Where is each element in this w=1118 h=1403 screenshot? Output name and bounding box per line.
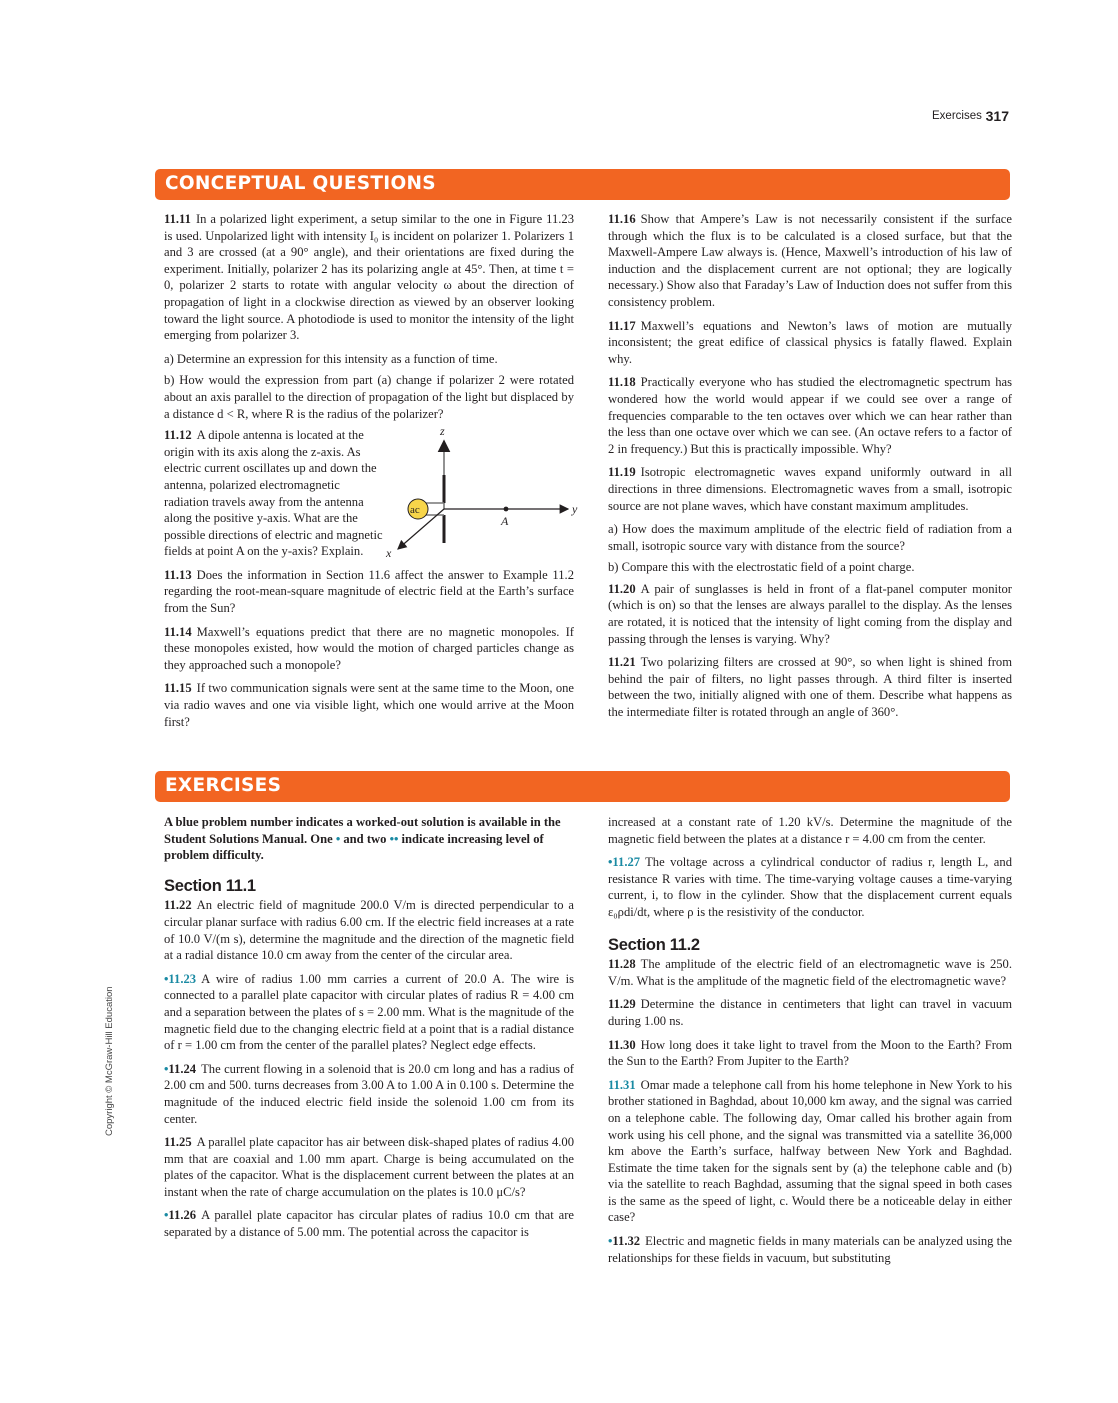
y-axis-label: y xyxy=(572,502,578,517)
dipole-antenna-figure xyxy=(386,423,580,573)
exercises-left-column xyxy=(164,814,574,1248)
problem-text: How long does it take light to travel from the Moon to the Earth? From the Sun to the Earth? From Jupiter to the Earth? xyxy=(608,1037,1012,1069)
problem-text: Show that Ampere’s Law is not necessarily consistent if the surface through which the flux is to be calculated is a closed surface, but that the Maxwell-Ampere Law always is. (Hence, Maxwell’s introduction of his law of induction and the displacement current are not optional; they are logically necessary.) Show also that Faraday’s Law of Induction does not suffer from this consistency problem. xyxy=(608,212,1012,309)
problem-11-22 xyxy=(164,897,574,963)
problem-text: Practically everyone who has studied the electromagnetic spectrum has wondered how the world would appear if we could see over a range of frequencies comparable to the ten octaves over which we can hear rather than the less than one octave over which we can see. (An octave refers to a factor of 2 in frequency.) But this is practically impossible. Why? xyxy=(608,375,1012,456)
problem-11-19-part-a: a) How does the maximum amplitude of the electric field of radiation from a small, isotropic source vary with distance from the source? xyxy=(608,522,1012,553)
problem-number: 11.25 xyxy=(164,1135,192,1150)
problem-11-15 xyxy=(164,680,574,730)
problem-number: 11.13 xyxy=(164,567,192,582)
problem-text: Two polarizing filters are crossed at 90°, so when light is shined from behind the pair of filters, no light passes through. A third filter is inserted between the two, initially aligned with one of them. Describe what happens as the intermediate filter is rotated through an angle of 360°. xyxy=(608,655,1012,720)
problem-number: 11.28 xyxy=(608,957,636,972)
intro-text: and two xyxy=(340,831,390,846)
problem-11-20 xyxy=(608,581,1012,647)
problem-11-21 xyxy=(608,654,1012,720)
problem-number: 11.11 xyxy=(164,212,191,226)
problem-text: Isotropic electromagnetic waves expand uniformly outward in all directions in three dimensions. Electromagnetic waves from a small, isotropic source are not plane waves, which have constant maximum amplitudes. xyxy=(608,465,1012,513)
ac-source-label: ac xyxy=(410,504,420,517)
conceptual-questions-title: CONCEPTUAL QUESTIONS xyxy=(165,173,436,194)
point-a-marker xyxy=(504,507,509,512)
problem-text: Maxwell’s equations predict that there are no magnetic monopoles. If these monopoles existed, how would the motion of charged particles change as they approached such a monopole? xyxy=(164,624,574,672)
conceptual-right-column xyxy=(608,211,1012,728)
problem-11-13 xyxy=(164,567,574,617)
problem-11-31 xyxy=(608,1077,1012,1226)
problem-11-19 xyxy=(608,464,1012,514)
problem-text: Does the information in Section 11.6 affect the answer to Example 11.2 regarding the root-mean-square magnitude of electric field at the Earth’s surface from the Sun? xyxy=(164,567,574,616)
problem-11-26-continued: increased at a constant rate of 1.20 kV/s. Determine the magnitude of the magnetic field between the plates at a distance r = 4.00 cm from the center. xyxy=(608,815,1012,846)
problem-11-11 xyxy=(164,211,574,344)
problem-number: 11.16 xyxy=(608,212,636,226)
problem-text: In a polarized light experiment, a setup similar to the one in Figure 11.23 is used. Unpolarized light with intensity I₀ is incident on polarizer 1. Polarizers 1 and 3 are crossed (at a 90° angle), and their orientations are fixed during the experiment. Initially, polarizer 2 has its polarizing angle at 45°. Then, at time t = 0, polarizer 2 starts to rotate with angular velocity ω about the direction of propagation of light in a clockwise direction as viewed by an observer looking toward the light source. A photodiode is used to monitor the intensity of the light emerging from polarizer 3. xyxy=(164,212,574,343)
problem-11-14 xyxy=(164,624,574,674)
problem-11-29 xyxy=(608,996,1012,1029)
problem-11-26 xyxy=(164,1207,574,1240)
problem-text: A parallel plate capacitor has air between disk-shaped plates of radius 4.00 mm that are coaxial and 1.00 mm apart. Charge is being accumulated on the plates of the capacitor. What is the displacement current between the plates at an instant when the rate of charge accumulation on the plates is 10.0 μC/s? xyxy=(164,1135,574,1199)
exercises-intro xyxy=(164,814,574,864)
problem-11-27 xyxy=(608,854,1012,920)
problem-11-12 xyxy=(164,424,578,561)
problem-11-28 xyxy=(608,956,1012,989)
conceptual-left-column xyxy=(164,211,578,737)
problem-11-17 xyxy=(608,318,1012,368)
problem-number: 11.31 xyxy=(608,1077,636,1092)
copyright-notice: Copyright © McGraw-Hill Education xyxy=(104,986,115,1136)
problem-number: 11.22 xyxy=(164,898,192,913)
difficulty-dot-icon: • xyxy=(608,1234,613,1249)
difficulty-dot-icon: • xyxy=(164,1208,169,1223)
problem-number: 11.26 xyxy=(168,1208,197,1223)
problem-11-25 xyxy=(164,1134,574,1200)
conceptual-questions-banner xyxy=(155,169,1010,200)
problem-number: 11.32 xyxy=(612,1234,641,1249)
x-axis-label: x xyxy=(386,546,392,561)
problem-number: 11.23 xyxy=(168,971,197,986)
section-heading-11-2: Section 11.2 xyxy=(608,935,700,954)
problem-number: 11.18 xyxy=(608,375,636,390)
problem-11-16 xyxy=(608,211,1012,311)
problem-text: A parallel plate capacitor has circular plates of radius 10.0 cm that are separated by a distance of 5.00 mm. The potential across the capacitor is xyxy=(164,1208,574,1240)
problem-11-11-part-b: b) How would the expression from part (a) change if polarizer 2 were rotated about an axis parallel to the direction of propagation of the light but displaced by a distance d < R, where R is the radius of the polarizer? xyxy=(164,373,574,421)
difficulty-dot-icon: • xyxy=(164,1061,169,1076)
problem-11-19-part-b: b) Compare this with the electrostatic field of a point charge. xyxy=(608,560,915,575)
z-axis-label: z xyxy=(440,424,445,439)
problem-11-23 xyxy=(164,971,574,1054)
difficulty-dot-icon: • xyxy=(164,971,169,986)
problem-number: 11.14 xyxy=(164,624,192,639)
intro-text: A blue problem number indicates a worked-out solution is available in the Student Solutions Manual. One xyxy=(164,815,561,846)
problem-number: 11.15 xyxy=(164,681,192,696)
problem-number: 11.20 xyxy=(608,581,636,596)
problem-number: 11.21 xyxy=(608,655,636,670)
problem-text: The current flowing in a solenoid that is 20.0 cm long and has a radius of 2.00 cm and 500. turns decreases from 3.00 A to 1.00 A in 0.100 s. Determine the magnitude of the induced electric field inside the solenoid 1.00 cm from its center. xyxy=(164,1061,574,1126)
problem-text: A dipole antenna is located at the origin with its axis along the z-axis. As electric current oscillates up and down the antenna, polarized electromagnetic radiation travels away from the antenna along the positive y-axis. What are the possible directions of electric and magnetic fields at point A on the y-axis? Explain. xyxy=(164,428,383,559)
running-head-section: Exercises xyxy=(932,110,982,122)
problem-number: 11.12 xyxy=(164,428,192,443)
problem-text: The voltage across a cylindrical conductor of radius r, length L, and resistance R varies with time. The time-varying voltage causes a time-varying current, i, to flow in the cylinder. Show that the displacement current equals ε₀ρdi/dt, where ρ is the resistivity of the conductor. xyxy=(608,855,1012,919)
problem-text: Electric and magnetic fields in many materials can be analyzed using the relationships for these fields in vacuum, but substituting xyxy=(608,1234,1012,1265)
problem-11-30 xyxy=(608,1037,1012,1070)
problem-text: An electric field of magnitude 200.0 V/m is directed perpendicular to a circular planar surface with radius 6.00 cm. If the electric field increases at a rate of 10.0 V/(m s), determine the magnitude and the direction of the magnetic field at a radial distance 10.0 cm away from the center of the circular area. xyxy=(164,898,574,963)
problem-11-32 xyxy=(608,1233,1012,1266)
problem-number: 11.24 xyxy=(168,1061,197,1076)
problem-text: A pair of sunglasses is held in front of a flat-panel computer monitor (which is on) so that the lenses are always parallel to the display. As the lenses are rotated, it is noticed that the intensity of light coming from the display and passing through the lenses is varying. Why? xyxy=(608,581,1012,646)
problem-text: Maxwell’s equations and Newton’s laws of motion are mutually inconsistent; the great edifice of classical physics is fatally flawed. Explain why. xyxy=(608,318,1012,366)
exercises-banner xyxy=(155,771,1010,802)
page-number: 317 xyxy=(985,108,1009,124)
point-a-label: A xyxy=(501,514,509,529)
problem-text: Omar made a telephone call from his home telephone in New York to his brother stationed in Baghdad, about 10,000 km away, and the signal was carried on a telephone cable. The following day, Omar called his brother again from work using his cell phone, and the signal was transmitted via a satellite 36,000 km above the Earth’s surface, halfway between New York and Baghdad. Estimate the time taken for the signals sent by (a) the telephone cable and (b) via the satellite to reach Baghdad, assuming that the signal speed in both cases is the same as the speed of light, c. Would there be a noticeable delay in either case? xyxy=(608,1077,1012,1225)
problem-number: 11.17 xyxy=(608,318,636,333)
problem-text: Determine the distance in centimeters that light can travel in vacuum during 1.00 ns. xyxy=(608,997,1012,1028)
section-heading-11-1: Section 11.1 xyxy=(164,876,256,895)
problem-number: 11.30 xyxy=(608,1037,636,1052)
problem-text: The amplitude of the electric field of an electromagnetic wave is 250. V/m. What is the amplitude of the magnetic field of the electromagnetic wave? xyxy=(608,957,1012,988)
exercises-title: EXERCISES xyxy=(165,775,282,796)
difficulty-dot-icon: • xyxy=(608,855,613,870)
exercises-right-column xyxy=(608,814,1012,1273)
intro-text: indicate increasing level of problem difficulty. xyxy=(164,831,544,863)
problem-11-11-part-a: a) Determine an expression for this intensity as a function of time. xyxy=(164,351,498,366)
one-dot-difficulty-icon: • xyxy=(335,831,341,846)
running-head xyxy=(900,108,1012,128)
problem-text: A wire of radius 1.00 mm carries a current of 20.0 A. The wire is connected to a parallel plate capacitor with circular plates of radius R = 4.00 cm and a separation between the plates of s = 2.00 mm. What is the magnitude of the magnetic field due to the changing electric field at a point that is a radial distance of r = 1.00 cm from the center of the parallel plates? Neglect edge effects. xyxy=(164,971,574,1053)
problem-11-24 xyxy=(164,1061,574,1127)
problem-number: 11.29 xyxy=(608,997,636,1012)
problem-11-18 xyxy=(608,374,1012,457)
problem-text: If two communication signals were sent at the same time to the Moon, one via radio waves and one via visible light, which one would arrive at the Moon first? xyxy=(164,681,574,729)
two-dot-difficulty-icon: •• xyxy=(389,831,399,846)
problem-number: 11.19 xyxy=(608,465,636,480)
problem-number: 11.27 xyxy=(612,855,641,870)
